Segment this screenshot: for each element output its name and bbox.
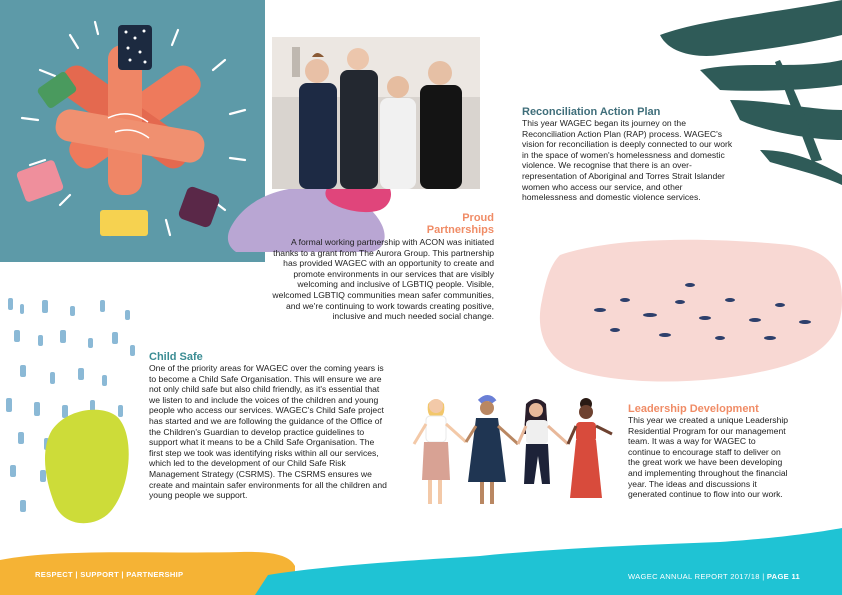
group-photo — [272, 37, 480, 189]
footer-cyan-band — [255, 528, 842, 595]
women-holding-hands-illustration — [408, 394, 623, 512]
footer-values: RESPECT | SUPPORT | PARTNERSHIP — [35, 570, 184, 579]
partnerships-heading-line1: Proud — [462, 212, 494, 224]
lime-blob — [45, 410, 129, 523]
pink-blob — [540, 240, 842, 382]
leadership-body: This year we created a unique Leadership Residential Program for our management team. It was a way for WAGEC to continue to encourage staff to deliver on the great work we have been developing and implementing throughout the financial year. The ideas and discussions it generated continue to flow into our work. — [628, 415, 789, 500]
child-safe-heading: Child Safe — [149, 351, 203, 363]
footer-separator: | — [762, 572, 767, 581]
footer-report-name: WAGEC ANNUAL REPORT 2017/18 — [628, 572, 760, 581]
reconciliation-body: This year WAGEC began its journey on the Reconciliation Action Plan (RAP) process. WAGEC's vision for reconciliation is deeply connected to our work in the space of women's homelessness and domestic violence. We recognise that there is an over-representation of Aboriginal and Torres Strait Islander women who access our service, and other homelessness and domestic violence services. — [522, 118, 733, 203]
reconciliation-heading: Reconciliation Action Plan — [522, 106, 661, 118]
partnerships-heading-line2: Partnerships — [426, 224, 494, 236]
child-safe-body: One of the priority areas for WAGEC over the coming years is to become a Child Safe Organisation. This will ensure we are not only child safe but also child friendly, as it's essential that we listen to and include the voices of the children and young people who access our services. WAGEC's Child Safe project has started and we are following the guidance of the Office of the Children's Guardian to develop practice guidelines to support what it means to be a Child Safe Organisation. The first step we took was identifying risks within all our services, which led to the development of our Child Safe Risk Management Strategy (CSRMS). The CSRMS ensures we create and maintain safer environments for all the children and young people we support. — [149, 363, 387, 501]
partnerships-body: A formal working partnership with ACON was initiated thanks to a grant from The Aurora Group. This partnership has provided WAGEC with an opportunity to create and promote environments in our services that are visibly welcoming and inclusive of LGBTIQ people. Visible, welcomed LGBTIQ communities mean safer communities, and we're continuing to work towards creating positive, inclusive and much needed social change. — [272, 237, 494, 322]
footer-report-label — [628, 572, 800, 581]
leadership-heading: Leadership Development — [628, 403, 759, 415]
footer-page-number: PAGE 11 — [766, 572, 801, 581]
